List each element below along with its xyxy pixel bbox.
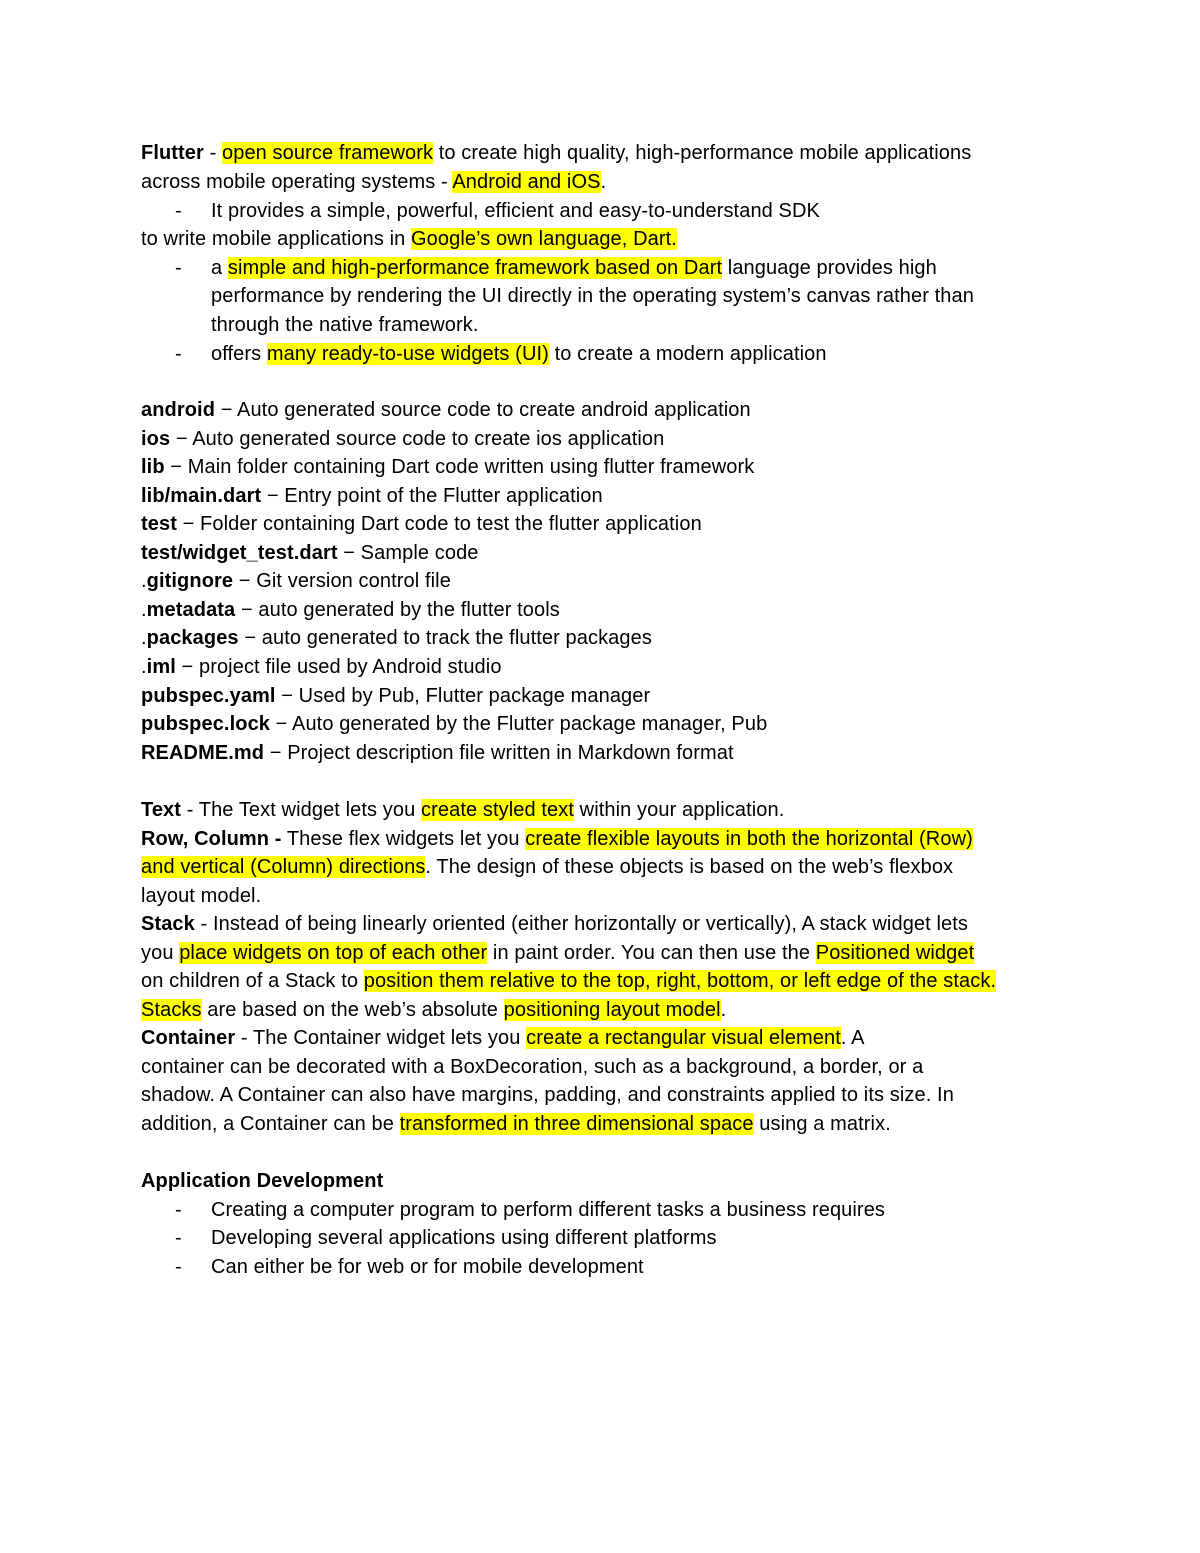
intro-bullet-2-rest: language provides high (722, 257, 937, 279)
structure-prefix: . (141, 656, 147, 678)
structure-name: lib/main.dart (141, 484, 262, 507)
widget-text-line (141, 796, 784, 825)
structure-entry (141, 653, 502, 682)
structure-entry (141, 539, 479, 568)
highlight-three-dimensional: transformed in three dimensional space (399, 1113, 754, 1135)
structure-name: README.md (141, 741, 265, 764)
intro-line-1 (141, 139, 971, 168)
structure-name: metadata (146, 598, 236, 621)
widget-container-line-4-rest: using a matrix. (753, 1113, 891, 1135)
appdev-item: Can either be for web or for mobile development (211, 1256, 644, 1278)
intro-bullet-2-cont-2: through the native framework. (211, 314, 479, 336)
bullet-dash: - (175, 343, 182, 365)
structure-prefix: . (141, 627, 147, 650)
structure-name: android (141, 399, 216, 421)
term-text: Text (141, 799, 182, 821)
widget-stack-line-3-pre: on children of a Stack to (141, 970, 364, 992)
structure-desc: − Project description file written in Markdown format (264, 741, 734, 764)
structure-name: iml (146, 656, 176, 678)
intro-bullet-3-pre: offers (211, 343, 267, 365)
widget-container-line-2: container can be decorated with a BoxDecoration, such as a background, a border, or a (141, 1056, 924, 1078)
bullet-dash: - (175, 1199, 182, 1221)
highlight-styled-text: create styled text (421, 799, 574, 821)
widget-text-rest: within your application. (574, 799, 785, 821)
highlight-stacks: Stacks (141, 999, 202, 1021)
structure-name: ios (141, 427, 171, 450)
structure-entry (141, 510, 702, 539)
structure-entry (141, 482, 603, 511)
structure-desc: − auto generated by the flutter tools (235, 598, 560, 621)
term-container: Container (141, 1027, 236, 1049)
highlight-android-ios: Android and iOS (452, 171, 601, 193)
highlight-top-of-each-other: place widgets on top of each other (179, 942, 488, 964)
widget-container-line-1-end: . A (840, 1027, 865, 1049)
structure-name: pubspec.yaml (141, 684, 276, 707)
widget-stack-line-1-rest: - Instead of being linearly oriented (either horizontally or vertically), A stack widget lets (194, 913, 968, 935)
widget-stack-line-3 (141, 967, 996, 996)
highlight-positioning-model: positioning layout model (503, 999, 721, 1021)
widget-row-line-3: layout model. (141, 885, 262, 907)
structure-desc: − Sample code (337, 541, 479, 564)
term-stack: Stack (141, 913, 195, 935)
widget-container-line-1 (141, 1024, 865, 1053)
intro-bullet-1: It provides a simple, powerful, efficient and easy-to-understand SDK (211, 200, 820, 222)
intro-line-2 (141, 168, 606, 197)
intro-line-4-text: to write mobile applications in (141, 228, 411, 250)
widget-stack-line-1 (141, 910, 968, 939)
bullet-dash: - (175, 1256, 182, 1278)
structure-entry (141, 453, 754, 482)
widget-container-pre: - The Container widget lets you (235, 1027, 527, 1049)
structure-entry (141, 682, 650, 711)
separator: - (203, 142, 222, 164)
highlight-framework-dart: simple and high-performance framework based on Dart (227, 257, 723, 279)
intro-line-4 (141, 225, 677, 254)
structure-prefix: . (141, 570, 147, 593)
widget-stack-line-4-end: . (720, 999, 727, 1021)
widget-container-line-4-pre: addition, a Container can be (141, 1113, 400, 1135)
structure-entry (141, 596, 560, 625)
bullet-dash: - (175, 200, 182, 222)
structure-prefix: . (141, 598, 147, 621)
term-flutter: Flutter (141, 142, 204, 164)
appdev-heading (141, 1167, 383, 1196)
bullet-dash: - (175, 1227, 182, 1249)
structure-name: gitignore (146, 570, 234, 593)
widget-stack-line-2-pre: you (141, 942, 180, 964)
highlight-position-relative: position them relative to the top, right, bottom, or left edge of the stack. (363, 970, 997, 992)
widget-stack-line-2 (141, 939, 974, 968)
structure-desc: − Auto generated source code to create android application (215, 399, 751, 421)
widget-row-line-2-rest: . The design of these objects is based on the web’s flexbox (425, 856, 954, 878)
highlight-dart-language: Google’s own language, Dart. (411, 228, 677, 250)
structure-desc: − auto generated to track the flutter packages (238, 627, 652, 650)
structure-entry (141, 425, 664, 454)
widget-text-pre: - The Text widget lets you (181, 799, 422, 821)
widget-row-pre: These flex widgets let you (281, 828, 526, 850)
structure-name: pubspec.lock (141, 713, 271, 735)
appdev-heading-text: Application Development (141, 1170, 384, 1192)
structure-entry (141, 396, 751, 425)
structure-desc: − Auto generated source code to create ios application (170, 427, 665, 450)
term-row-column: Row, Column - (141, 828, 282, 850)
structure-name: test (141, 513, 177, 536)
structure-entry (141, 624, 652, 653)
highlight-vertical-directions: and vertical (Column) directions (141, 856, 426, 878)
intro-bullet-3 (211, 340, 827, 369)
widget-stack-line-4 (141, 996, 726, 1025)
highlight-flexible-layouts: create flexible layouts in both the horizontal (Row) (525, 828, 973, 850)
highlight-open-source: open source framework (222, 142, 434, 164)
structure-desc: − Git version control file (233, 570, 451, 593)
structure-desc: − Folder containing Dart code to test the flutter application (176, 513, 702, 536)
intro-bullet-2-pre: a (211, 257, 228, 279)
structure-entry (141, 710, 767, 739)
structure-entry (141, 739, 734, 768)
structure-desc: − Main folder containing Dart code written using flutter framework (164, 456, 755, 479)
widget-container-line-4 (141, 1110, 891, 1139)
intro-line-1-rest: to create high quality, high-performance mobile applications (433, 142, 972, 164)
structure-desc: − project file used by Android studio (175, 656, 502, 678)
structure-desc: − Used by Pub, Flutter package manager (275, 684, 651, 707)
widget-row-line-2 (141, 853, 953, 882)
intro-line-2-end: . (600, 171, 607, 193)
intro-line-2-text: across mobile operating systems - (141, 171, 453, 193)
highlight-rectangular-element: create a rectangular visual element (526, 1027, 841, 1049)
widget-stack-line-4-mid: are based on the web’s absolute (201, 999, 504, 1021)
structure-name: packages (146, 627, 239, 650)
intro-bullet-2-cont-1: performance by rendering the UI directly in the operating system’s canvas rather than (211, 285, 974, 307)
widget-row-line-1 (141, 825, 973, 854)
widget-stack-line-2-mid: in paint order. You can then use the (487, 942, 816, 964)
intro-bullet-3-rest: to create a modern application (548, 343, 827, 365)
structure-desc: − Auto generated by the Flutter package manager, Pub (270, 713, 768, 735)
appdev-item: Creating a computer program to perform different tasks a business requires (211, 1199, 886, 1221)
structure-desc: − Entry point of the Flutter application (261, 484, 603, 507)
highlight-positioned-widget: Positioned widget (815, 942, 975, 964)
structure-name: test/widget_test.dart (141, 541, 338, 564)
intro-bullet-2 (211, 254, 937, 283)
structure-entry (141, 567, 451, 596)
structure-name: lib (141, 456, 165, 479)
appdev-item: Developing several applications using different platforms (211, 1227, 717, 1249)
bullet-dash: - (175, 257, 182, 279)
widget-container-line-3: shadow. A Container can also have margins, padding, and constraints applied to its size. In (141, 1084, 954, 1106)
highlight-widgets-ui: many ready-to-use widgets (UI) (266, 343, 549, 365)
